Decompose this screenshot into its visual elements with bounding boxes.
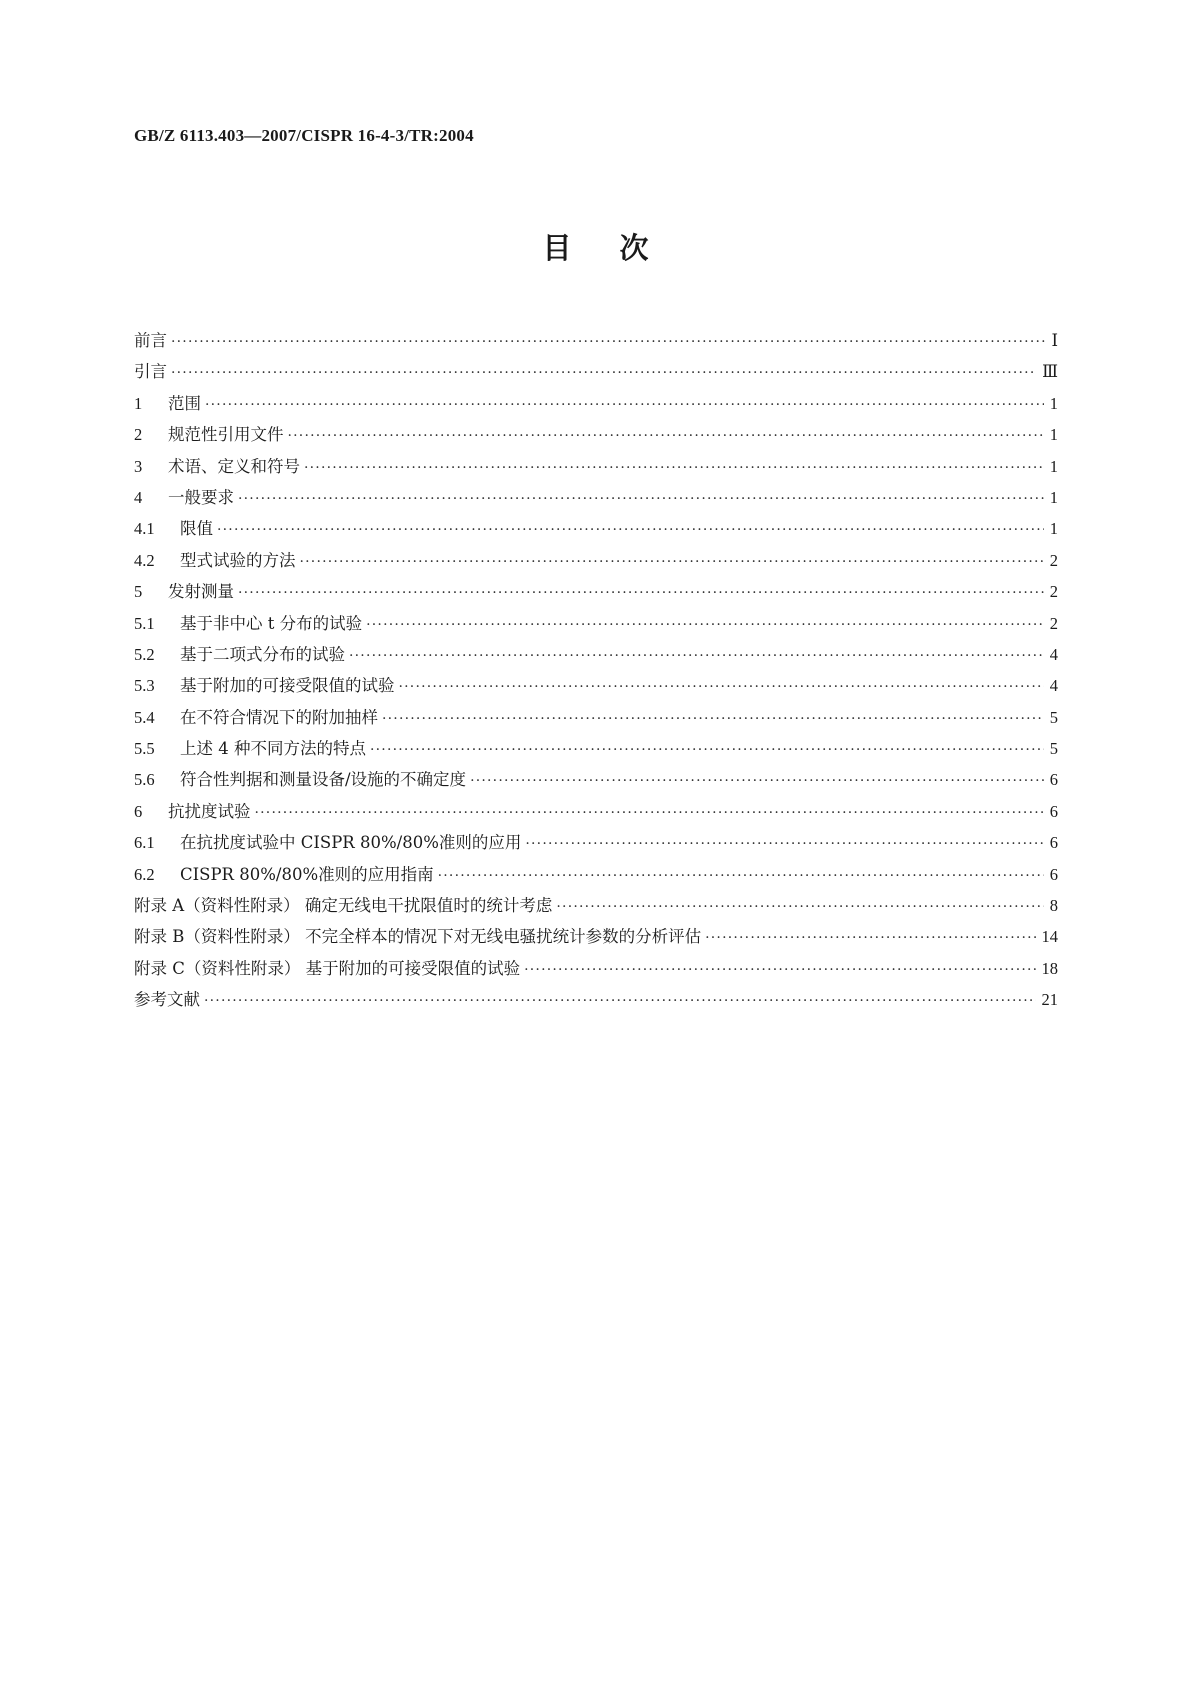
- toc-entry-text: 基于非中心 t 分布的试验: [180, 613, 363, 633]
- toc-dot-leader: [171, 334, 1045, 350]
- toc-entry[interactable]: [134, 672, 1058, 703]
- toc-entry-page-number: 1: [1049, 425, 1058, 445]
- toc-entry-text: 上述 4 种不同方法的特点: [180, 739, 366, 759]
- toc-entry[interactable]: [134, 547, 1058, 578]
- toc-entry-text: 附录 C（资料性附录） 基于附加的可接受限值的试验: [134, 958, 521, 978]
- toc-entry-label: [134, 672, 399, 696]
- toc-entry[interactable]: [134, 327, 1058, 358]
- toc-entry-label: [134, 766, 470, 790]
- toc-entry[interactable]: [134, 641, 1058, 672]
- toc-entry[interactable]: [134, 829, 1058, 860]
- document-header-standard-id: GB/Z 6113.403—2007/CISPR 16-4-3/TR:2004: [134, 126, 474, 145]
- toc-entry-label: [134, 829, 525, 853]
- table-of-contents: [134, 327, 1058, 1018]
- toc-entry-text: 符合性判据和测量设备/设施的不确定度: [180, 770, 467, 790]
- toc-entry-page-number: 5: [1049, 739, 1058, 759]
- toc-entry-label: [134, 955, 524, 979]
- toc-dot-leader: [399, 679, 1044, 695]
- toc-entry-number: 4.1: [134, 519, 155, 539]
- toc-entry-number: 5.3: [134, 676, 155, 696]
- toc-entry-number: 5: [134, 582, 143, 602]
- toc-entry-page-number: 18: [1041, 958, 1058, 978]
- toc-dot-leader: [300, 554, 1044, 570]
- toc-entry-label: [134, 641, 349, 665]
- toc-entry-text: 一般要求: [168, 487, 234, 507]
- toc-entry-text: 发射测量: [168, 582, 234, 602]
- toc-entry-page-number: 1: [1049, 519, 1058, 539]
- toc-entry-label: [134, 986, 204, 1010]
- toc-entry-page-number: 4: [1049, 676, 1058, 696]
- toc-entry-number: 1: [134, 393, 143, 413]
- toc-entry-text: 抗扰度试验: [168, 801, 251, 821]
- toc-entry-text: 基于二项式分布的试验: [180, 644, 345, 664]
- toc-entry-number: 5.1: [134, 613, 155, 633]
- toc-entry-text: 型式试验的方法: [180, 550, 296, 570]
- toc-entry[interactable]: [134, 453, 1058, 484]
- toc-entry-page-number: Ⅲ: [1042, 362, 1058, 382]
- toc-dot-leader: [171, 365, 1036, 381]
- toc-entry[interactable]: [134, 421, 1058, 452]
- toc-entry-page-number: 1: [1049, 456, 1058, 476]
- toc-dot-leader: [370, 742, 1044, 758]
- toc-entry[interactable]: [134, 861, 1058, 892]
- toc-dot-leader: [438, 868, 1044, 884]
- toc-dot-leader: [238, 491, 1044, 507]
- toc-entry-page-number: 14: [1041, 927, 1058, 947]
- toc-entry-label: [134, 923, 705, 947]
- toc-dot-leader: [524, 962, 1035, 978]
- toc-entry-number: 5.4: [134, 707, 155, 727]
- toc-dot-leader: [556, 899, 1043, 915]
- toc-entry[interactable]: [134, 766, 1058, 797]
- toc-entry-label: [134, 735, 370, 759]
- toc-dot-leader: [470, 773, 1044, 789]
- toc-entry-page-number: 2: [1049, 613, 1058, 633]
- toc-entry-page-number: 5: [1049, 707, 1058, 727]
- toc-entry-text: 范围: [168, 393, 201, 413]
- toc-entry-number: 5.5: [134, 739, 155, 759]
- toc-entry[interactable]: [134, 735, 1058, 766]
- toc-entry-text: 限值: [180, 519, 213, 539]
- toc-entry-page-number: 1: [1049, 487, 1058, 507]
- toc-dot-leader: [204, 993, 1036, 1009]
- toc-entry-number: 2: [134, 425, 143, 445]
- toc-entry-label: [134, 515, 217, 539]
- toc-entry-label: [134, 861, 438, 885]
- toc-dot-leader: [205, 397, 1044, 413]
- toc-entry-text: 基于附加的可接受限值的试验: [180, 676, 395, 696]
- toc-entry-label: [134, 610, 366, 634]
- toc-entry[interactable]: [134, 986, 1058, 1017]
- toc-entry-text: 附录 B（资料性附录） 不完全样本的情况下对无线电骚扰统计参数的分析评估: [134, 927, 702, 947]
- toc-entry[interactable]: [134, 515, 1058, 546]
- toc-entry-label: [134, 484, 238, 508]
- toc-entry[interactable]: [134, 358, 1058, 389]
- toc-entry[interactable]: [134, 892, 1058, 923]
- toc-entry-number: 5.6: [134, 770, 155, 790]
- toc-entry-text: 前言: [134, 331, 167, 350]
- toc-dot-leader: [366, 617, 1044, 633]
- toc-entry-number: 4.2: [134, 550, 155, 570]
- toc-entry-label: [134, 390, 205, 414]
- toc-entry-text: 附录 A（资料性附录） 确定无线电干扰限值时的统计考虑: [134, 896, 553, 916]
- toc-entry-text: 术语、定义和符号: [168, 456, 300, 476]
- toc-entry-label: [134, 892, 556, 916]
- toc-entry-number: 4: [134, 487, 143, 507]
- toc-entry[interactable]: [134, 484, 1058, 515]
- toc-dot-leader: [525, 836, 1043, 852]
- toc-entry-text: 在不符合情况下的附加抽样: [180, 707, 378, 727]
- toc-entry-text: 在抗扰度试验中 CISPR 80%/80%准则的应用: [180, 833, 522, 853]
- toc-entry-text: CISPR 80%/80%准则的应用指南: [180, 864, 434, 884]
- toc-entry[interactable]: [134, 798, 1058, 829]
- toc-entry-label: [134, 704, 382, 728]
- toc-entry-page-number: 6: [1049, 770, 1058, 790]
- toc-entry[interactable]: [134, 390, 1058, 421]
- toc-entry-text: 参考文献: [134, 990, 200, 1010]
- toc-dot-leader: [349, 648, 1044, 664]
- toc-dot-leader: [304, 460, 1044, 476]
- toc-entry-label: [134, 578, 238, 602]
- toc-dot-leader: [255, 805, 1044, 821]
- toc-entry-page-number: 2: [1049, 550, 1058, 570]
- toc-entry-number: 5.2: [134, 644, 155, 664]
- toc-entry-page-number: Ⅰ: [1051, 331, 1058, 350]
- toc-entry-page-number: 6: [1049, 801, 1058, 821]
- toc-entry-page-number: 1: [1049, 393, 1058, 413]
- toc-entry-label: [134, 358, 171, 382]
- toc-entry[interactable]: [134, 955, 1058, 986]
- toc-entry-page-number: 4: [1049, 644, 1058, 664]
- toc-entry-page-number: 6: [1049, 833, 1058, 853]
- toc-entry-number: 3: [134, 456, 143, 476]
- toc-entry-number: 6: [134, 801, 143, 821]
- toc-entry-label: [134, 798, 255, 822]
- toc-entry-text: 规范性引用文件: [168, 425, 284, 445]
- toc-entry[interactable]: [134, 704, 1058, 735]
- toc-entry-page-number: 6: [1049, 864, 1058, 884]
- toc-entry-number: 6.2: [134, 864, 155, 884]
- toc-dot-leader: [288, 428, 1044, 444]
- toc-entry-page-number: 2: [1049, 582, 1058, 602]
- page-title: 目次: [542, 231, 697, 265]
- toc-entry-label: [134, 421, 288, 445]
- toc-entry-label: [134, 453, 304, 477]
- toc-dot-leader: [238, 585, 1044, 601]
- toc-entry-text: 引言: [134, 362, 167, 382]
- toc-entry-number: 6.1: [134, 833, 155, 853]
- toc-entry-label: [134, 547, 300, 571]
- toc-entry[interactable]: [134, 610, 1058, 641]
- toc-entry-label: [134, 327, 171, 351]
- toc-dot-leader: [217, 522, 1044, 538]
- toc-entry[interactable]: [134, 578, 1058, 609]
- toc-dot-leader: [382, 711, 1044, 727]
- toc-entry-page-number: 21: [1041, 990, 1058, 1010]
- toc-entry-page-number: 8: [1049, 896, 1058, 916]
- toc-entry[interactable]: [134, 923, 1058, 954]
- toc-dot-leader: [705, 930, 1035, 946]
